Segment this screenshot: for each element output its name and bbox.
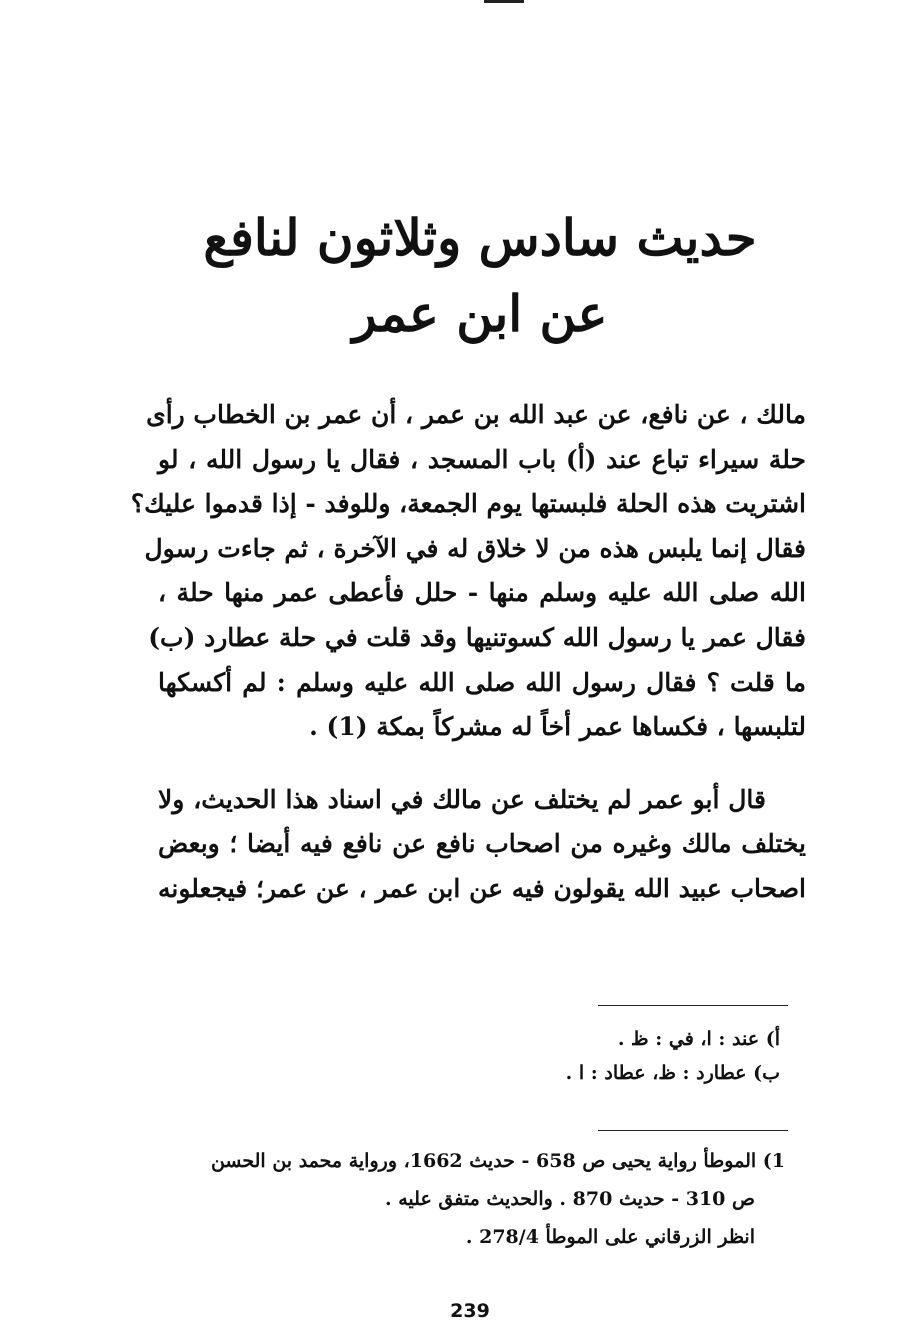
text-line: مالك ، عن نافع، عن عبد الله بن عمر ، أن عمر بن الخطاب رأى: [146, 400, 806, 429]
text-line: فقال عمر يا رسول الله كسوتنيها وقد قلت في حلة عطارد (ب): [148, 622, 806, 652]
text-line: ما قلت ؟ فقال رسول الله صلى الله عليه وسلم : لم أكسكها: [158, 667, 806, 697]
text-line: الله صلى الله عليه وسلم منها - حلل فأعطى عمر منها حلة ،: [158, 578, 806, 608]
variant-note: ب) عطارد : ظ، عطاد : ا .: [565, 1062, 780, 1084]
text-line: قال أبو عمر لم يختلف عن مالك في اسناد هذا الحديث، ولا: [158, 784, 766, 814]
title-line-1: حديث سادس وثلاثون لنافع: [203, 208, 757, 267]
variant-notes: [400, 1022, 780, 1090]
text-line: اشتريت هذه الحلة فلبستها يوم الجمعة، وللوفد - إذا قدموا عليك؟: [130, 489, 806, 519]
variant-note: أ) عند : ا، في : ظ .: [617, 1028, 780, 1050]
paragraph-hadith: [130, 393, 806, 750]
text-line: حلة سيراء تباع عند (أ) باب المسجد ، فقال يا رسول الله ، لو: [158, 444, 806, 474]
paragraph-commentary: [158, 778, 806, 912]
text-line: لتلبسها ، فكساها عمر أخاً له مشركاً بمكة (1) .: [309, 712, 806, 742]
footnotes: [150, 1142, 785, 1256]
text-line: اصحاب عبيد الله يقولون فيه عن ابن عمر ، عن عمر؛ فيجعلونه: [158, 873, 806, 903]
chapter-title: [150, 200, 810, 352]
footnote-line: ص 310 - حديث 870 . والحديث متفق عليه .: [385, 1188, 755, 1210]
text-line: يختلف مالك وغيره من اصحاب نافع عن نافع فيه أيضا ؛ وبعض: [158, 829, 806, 859]
variant-notes-divider: [598, 1005, 788, 1006]
footnote-line: 1) الموطأ رواية يحيى ص 658 - حديث 1662، ورواية محمد بن الحسن: [210, 1150, 785, 1172]
footnote-line: انظر الزرقاني على الموطأ 278/4 .: [465, 1226, 755, 1248]
text-line: فقال إنما يلبس هذه من لا خلاق له في الآخرة ، ثم جاءت رسول: [144, 533, 806, 563]
page-number: 239: [450, 1300, 490, 1322]
title-line-2: عن ابن عمر: [352, 284, 608, 343]
top-mark: [484, 0, 524, 3]
footnotes-divider: [598, 1130, 788, 1131]
main-text: [130, 393, 806, 912]
